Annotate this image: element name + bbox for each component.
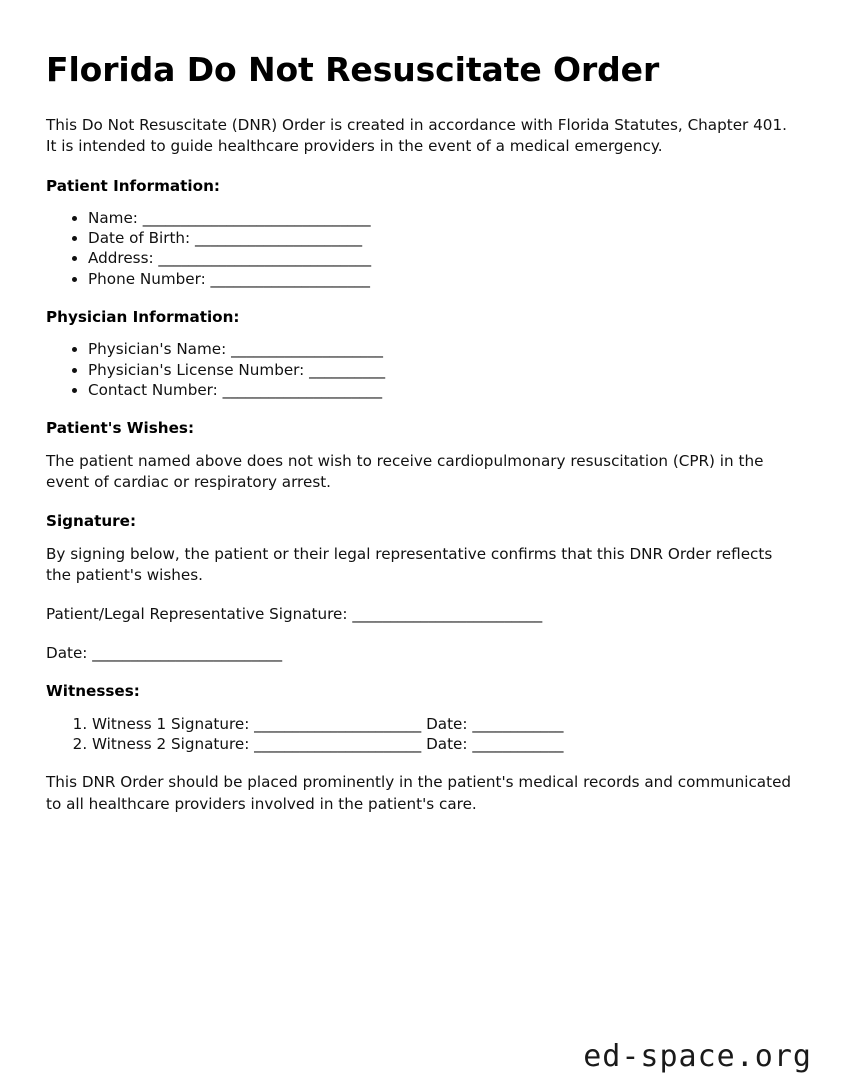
page-title: Florida Do Not Resuscitate Order (46, 50, 660, 89)
field-label: Address: (88, 249, 154, 268)
field-blank: _________________________ (347, 605, 543, 624)
date-label: Date: (421, 714, 468, 733)
list-item (88, 248, 794, 268)
patient-information-list (46, 208, 794, 289)
signature-paragraph: By signing below, the patient or their legal representative confirms that this DNR Order reflects the patient's wishes. (46, 544, 773, 584)
witnesses-heading: Witnesses: (46, 682, 140, 701)
field-blank: _________________________ (87, 643, 283, 662)
list-item (92, 714, 794, 734)
field-label: Date of Birth: (88, 229, 191, 248)
field-label: Contact Number: (88, 380, 218, 399)
field-blank: ____________________ (226, 340, 383, 359)
field-blank: _____________________ (205, 269, 371, 288)
field-blank: ______________________ (190, 229, 363, 248)
field-label: Witness 1 Signature: (92, 714, 250, 733)
list-item (88, 208, 794, 228)
patient-signature-line (46, 604, 794, 625)
field-label: Phone Number: (88, 269, 206, 288)
field-blank: __________ (304, 360, 386, 379)
field-label: Physician's License Number: (88, 360, 305, 379)
patients-wishes-paragraph: The patient named above does not wish to receive cardiopulmonary resuscitation (CPR) in the event of cardiac or respiratory arrest. (46, 451, 764, 491)
physician-information-list (46, 339, 794, 400)
document-content (46, 52, 794, 833)
field-blank: ______________________________ (137, 209, 371, 228)
watermark-text: ed-space.org (583, 1039, 812, 1074)
physician-information-heading: Physician Information: (46, 307, 240, 326)
witnesses-list (46, 714, 794, 754)
field-label: Patient/Legal Representative Signature: (46, 605, 348, 624)
list-item (88, 360, 794, 380)
field-label: Date: (46, 643, 88, 662)
list-item (88, 380, 794, 400)
field-blank: ______________________ (249, 714, 422, 733)
signature-date-line (46, 643, 794, 664)
list-item (88, 339, 794, 359)
signature-heading: Signature: (46, 512, 137, 531)
field-label: Physician's Name: (88, 340, 227, 359)
list-item (88, 269, 794, 289)
closing-paragraph: This DNR Order should be placed prominently in the patient's medical records and communicated to all healthcare providers involved in the patient's care. (46, 773, 792, 813)
field-blank: _____________________ (217, 380, 383, 399)
date-label: Date: (421, 735, 468, 753)
field-label: Name: (88, 209, 138, 228)
intro-paragraph: This Do Not Resuscitate (DNR) Order is created in accordance with Florida Statutes, Chapter 401. It is intended to guide healthcare providers in the event of a medical emergency. (46, 115, 787, 156)
patient-information-heading: Patient Information: (46, 176, 220, 195)
list-item (92, 734, 794, 754)
date-blank: ____________ (467, 735, 564, 753)
field-blank: ______________________ (249, 735, 422, 753)
field-label: Witness 2 Signature: (92, 735, 250, 753)
list-item (88, 228, 794, 248)
date-blank: ____________ (467, 714, 564, 733)
field-blank: ____________________________ (153, 249, 372, 268)
patients-wishes-heading: Patient's Wishes: (46, 419, 195, 438)
